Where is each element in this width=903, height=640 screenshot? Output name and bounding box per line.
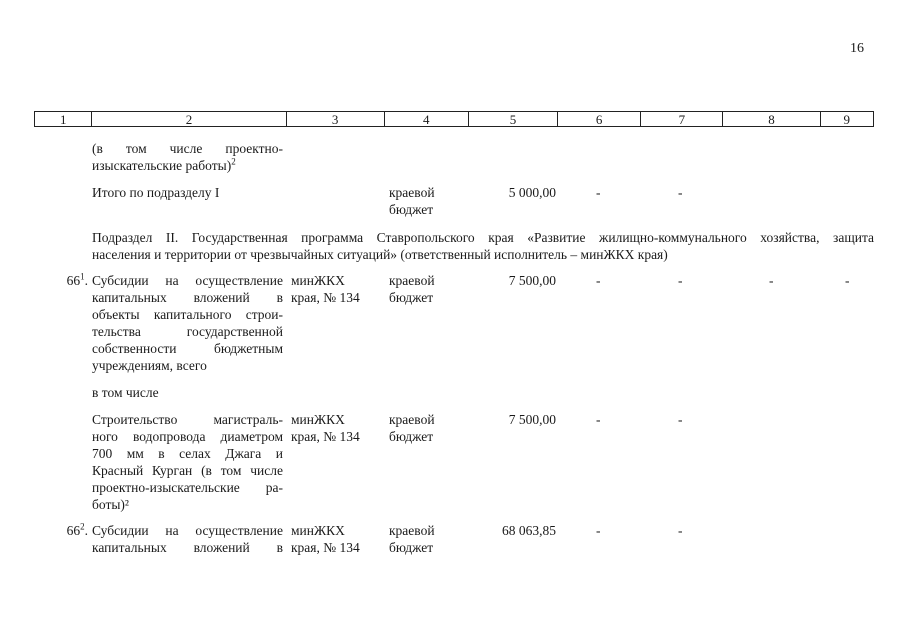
description-line: капитальных вложений в	[92, 540, 283, 555]
row-col7: -	[678, 273, 683, 288]
page-number: 16	[850, 41, 864, 56]
description-line: собственности бюджетным	[92, 341, 283, 356]
row-amount: 7 500,00	[508, 273, 556, 288]
row-executor: минЖКХ края, № 134	[291, 273, 360, 305]
row-number: $66^1$.	[66, 271, 88, 288]
description-line: объекты капитального строи-	[92, 307, 283, 322]
description-line: капитальных вложений в	[92, 290, 283, 305]
header-col-9: 9	[843, 112, 851, 127]
row-description	[92, 411, 283, 513]
row-number: $66^2$.	[66, 521, 88, 538]
row-col7: -	[678, 523, 683, 538]
row-col6: -	[596, 273, 601, 288]
row-continuation	[92, 140, 283, 174]
row-col7: -	[678, 412, 683, 427]
header-col-4: 4	[385, 112, 469, 126]
row-budget: краевой бюджет	[389, 523, 435, 555]
in-that-number-label: в том числе	[92, 385, 159, 400]
description-line: Субсидии на осуществление	[92, 523, 283, 538]
table-header-row	[34, 111, 874, 127]
row-description	[92, 272, 283, 374]
row-budget: краевой бюджет	[389, 412, 435, 444]
row-continuation-line: изыскательские работы)$^2$	[92, 156, 236, 173]
row-col9: -	[845, 273, 850, 288]
total-budget: краевой бюджет	[389, 185, 435, 217]
header-col-1: 1	[35, 112, 92, 126]
header-col-5: 5	[469, 112, 558, 126]
header-col-6: 6	[558, 112, 641, 126]
total-col7: -	[678, 185, 683, 200]
row-continuation-line: (в том числе проектно-	[92, 141, 283, 156]
header-col-7: 7	[641, 112, 723, 126]
subsection-heading-line: Подраздел II. Государственная программа Ставропольского края «Развитие жилищно-коммунального хозяйства, защита	[92, 230, 874, 245]
row-executor: минЖКХ края, № 134	[291, 523, 360, 555]
subsection-heading-line: населения и территории от чрезвычайных ситуаций» (ответственный исполнитель – минЖКХ края)	[92, 247, 668, 262]
description-line: учреждениям, всего	[92, 358, 207, 373]
row-budget: краевой бюджет	[389, 273, 435, 305]
subsection-heading	[92, 229, 874, 263]
description-line: Строительство магистраль-	[92, 412, 283, 427]
description-line: тельства государственной	[92, 324, 283, 339]
description-line: Субсидии на осуществление	[92, 273, 283, 288]
total-col6: -	[596, 185, 601, 200]
total-label: Итого по подразделу I	[92, 185, 220, 200]
row-amount: 7 500,00	[508, 412, 556, 427]
row-col6: -	[596, 412, 601, 427]
row-col6: -	[596, 523, 601, 538]
header-col-2: 2	[92, 112, 286, 126]
total-amount: 5 000,00	[508, 185, 556, 200]
row-executor: минЖКХ края, № 134	[291, 412, 360, 444]
header-col-3: 3	[287, 112, 385, 126]
description-line: боты)²	[92, 497, 129, 512]
header-col-8: 8	[723, 112, 820, 126]
description-line: 700 мм в селах Джага и	[92, 446, 283, 461]
description-line: ного водопровода диаметром	[92, 429, 283, 444]
row-amount: 68 063,85	[502, 523, 556, 538]
row-description	[92, 522, 283, 556]
description-line: проектно-изыскательские ра-	[92, 480, 283, 495]
row-col8: -	[769, 273, 774, 288]
description-line: Красный Курган (в том числе	[92, 463, 283, 478]
